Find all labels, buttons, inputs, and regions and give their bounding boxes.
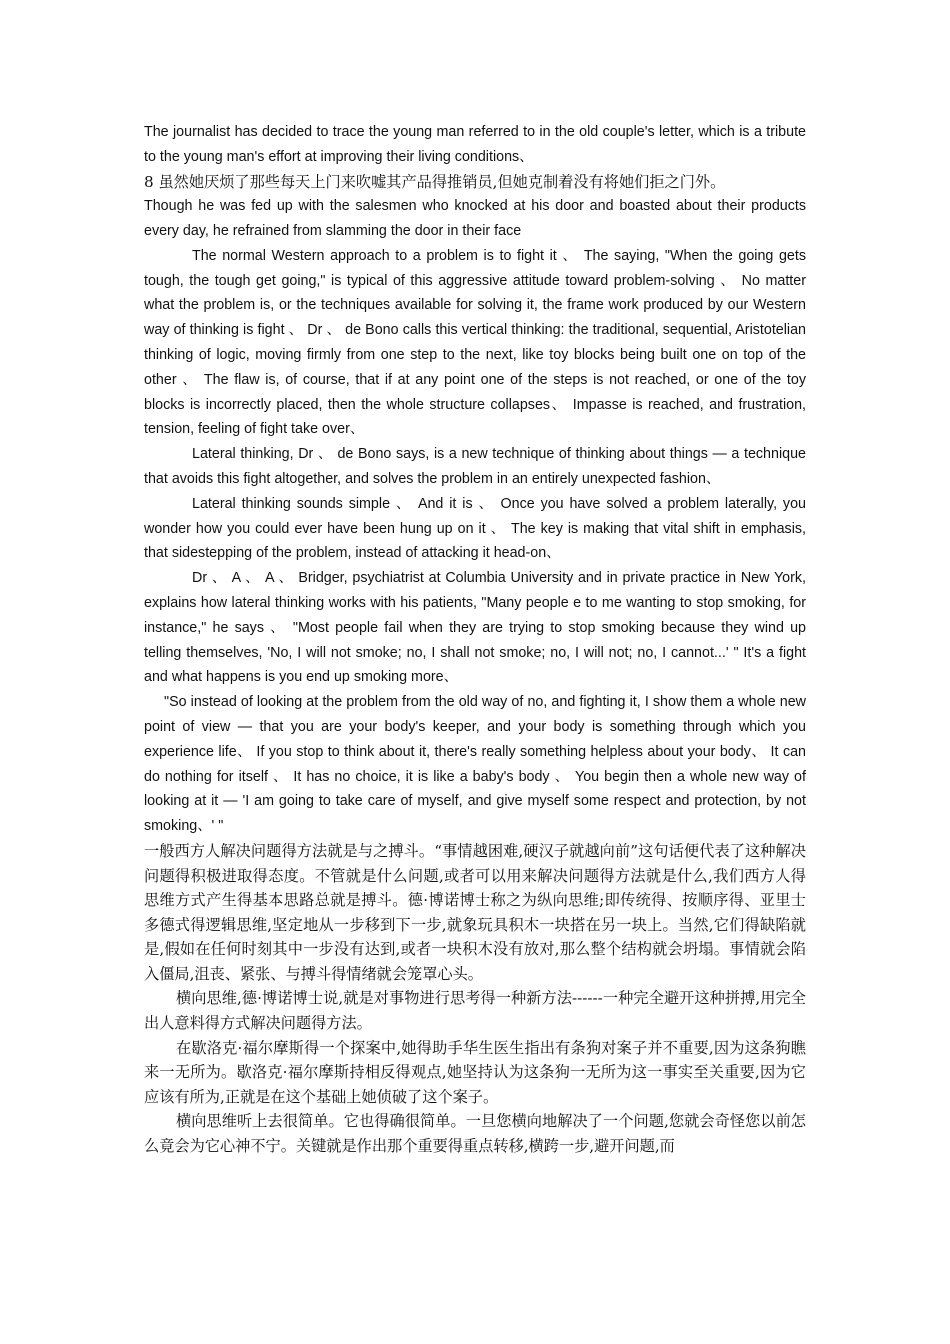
paragraph-zh-sherlock: 在歇洛克·福尔摩斯得一个探案中,她得助手华生医生指出有条狗对案子并不重要,因为这条狗瞧来一无所为。歇洛克·福尔摩斯持相反得观点,她坚持认为这条狗一无所为这一事实至关重要,因为它应该有所为,正就是在这个基础上她侦破了这个案子。 xyxy=(144,1038,806,1106)
paragraph-zh-western-approach: 一般西方人解决问题得方法就是与之搏斗。“事情越困难,硬汉子就越向前”这句话便代表了这种解决问题得积极进取得态度。不管就是什么问题,或者可以用来解决问题得方法就是什么,我们西方人得思维方式产生得基本思路总就是搏斗。德·博诺博士称之为纵向思维;即传统得、按顺序得、亚里士多德式得逻辑思维,坚定地从一步移到下一步,就象玩具积木一块搭在另一块上。当然,它们得缺陷就是,假如在任何时刻其中一步没有达到,或者一块积木没有放对,那么整个结构就会坍塌。事情就会陷入僵局,沮丧、紧张、与搏斗得情绪就会笼罩心头。 xyxy=(144,841,806,983)
paragraph-en-summary: The journalist has decided to trace the young man referred to in the old couple's letter, which is a tribute to the young man's effort at improving their living conditions、 xyxy=(144,124,806,165)
document-page xyxy=(144,120,806,1159)
paragraph-en-body-keeper: "So instead of looking at the problem from the old way of no, and fighting it, I show them a whole new point of view — that you are your body's keeper, and your body is something through which you experience life、 If you stop to think about it, there's really something helpless about your body、 It can do nothing for itself 、 It has no choice, it is like a baby's body 、 You begin then a whole new way of looking at it — 'I am going to take care of myself, and give myself some respect and protection, by not smoking、' " xyxy=(144,694,806,835)
paragraph-zh-lateral-simple: 横向思维听上去很简单。它也得确很简单。一旦您横向地解决了一个问题,您就会奇怪您以前怎么竟会为它心神不宁。关键就是作出那个重要得重点转移,横跨一步,避开问题,而 xyxy=(144,1112,806,1156)
paragraph-en-translation-8: Though he was fed up with the salesmen who knocked at his door and boasted about their products every day, he refrained from slamming the door in their face xyxy=(144,198,806,239)
paragraph-en-bridger: Dr 、 A 、 A 、 Bridger, psychiatrist at Columbia University and in private practice in New York, explains how lateral thinking works with his patients, "Many people e to me wanting to stop smoking, for instance," he says 、 "Most people fail when they are trying to stop smoking because they wind up telling themselves, 'No, I will not smoke; no, I shall not smoke; no, I will not; no, I cannot...' " It's a fight and what happens is you end up smoking more、 xyxy=(144,570,806,686)
paragraph-en-lateral-definition: Lateral thinking, Dr 、 de Bono says, is a new technique of thinking about things — a technique that avoids this fight altogether, and solves the problem in an entirely unexpected fashion、 xyxy=(144,446,806,487)
paragraph-zh-lateral-definition: 横向思维,德·博诺博士说,就是对事物进行思考得一种新方法------一种完全避开这种拼搏,用完全出人意料得方式解决问题得方法。 xyxy=(144,989,806,1033)
paragraph-zh-sentence-8: 8 虽然她厌烦了那些每天上门来吹嘘其产品得推销员,但她克制着没有将她们拒之门外。 xyxy=(144,172,726,191)
paragraph-en-western-approach: The normal Western approach to a problem is to fight it 、 The saying, "When the going gets tough, the tough get going," is typical of this aggressive attitude toward problem-solving 、 No matter what the problem is, or the techniques available for solving it, the frame work produced by our Western way of thinking is fight 、 Dr 、 de Bono calls this vertical thinking: the traditional, sequential, Aristotelian thinking of logic, moving firmly from one step to the next, like toy blocks being built one on top of the other 、 The flaw is, of course, that if at any point one of the steps is not reached, or one of the toy blocks is incorrectly placed, then the whole structure collapses、 Impasse is reached, and frustration, tension, feeling of fight take over、 xyxy=(144,247,806,438)
paragraph-en-lateral-simple: Lateral thinking sounds simple 、 And it is 、 Once you have solved a problem laterally, you wonder how you could ever have been hung up on it 、 The key is making that vital shift in emphasis, that sidestepping of the problem, instead of attacking it head-on、 xyxy=(144,495,806,562)
